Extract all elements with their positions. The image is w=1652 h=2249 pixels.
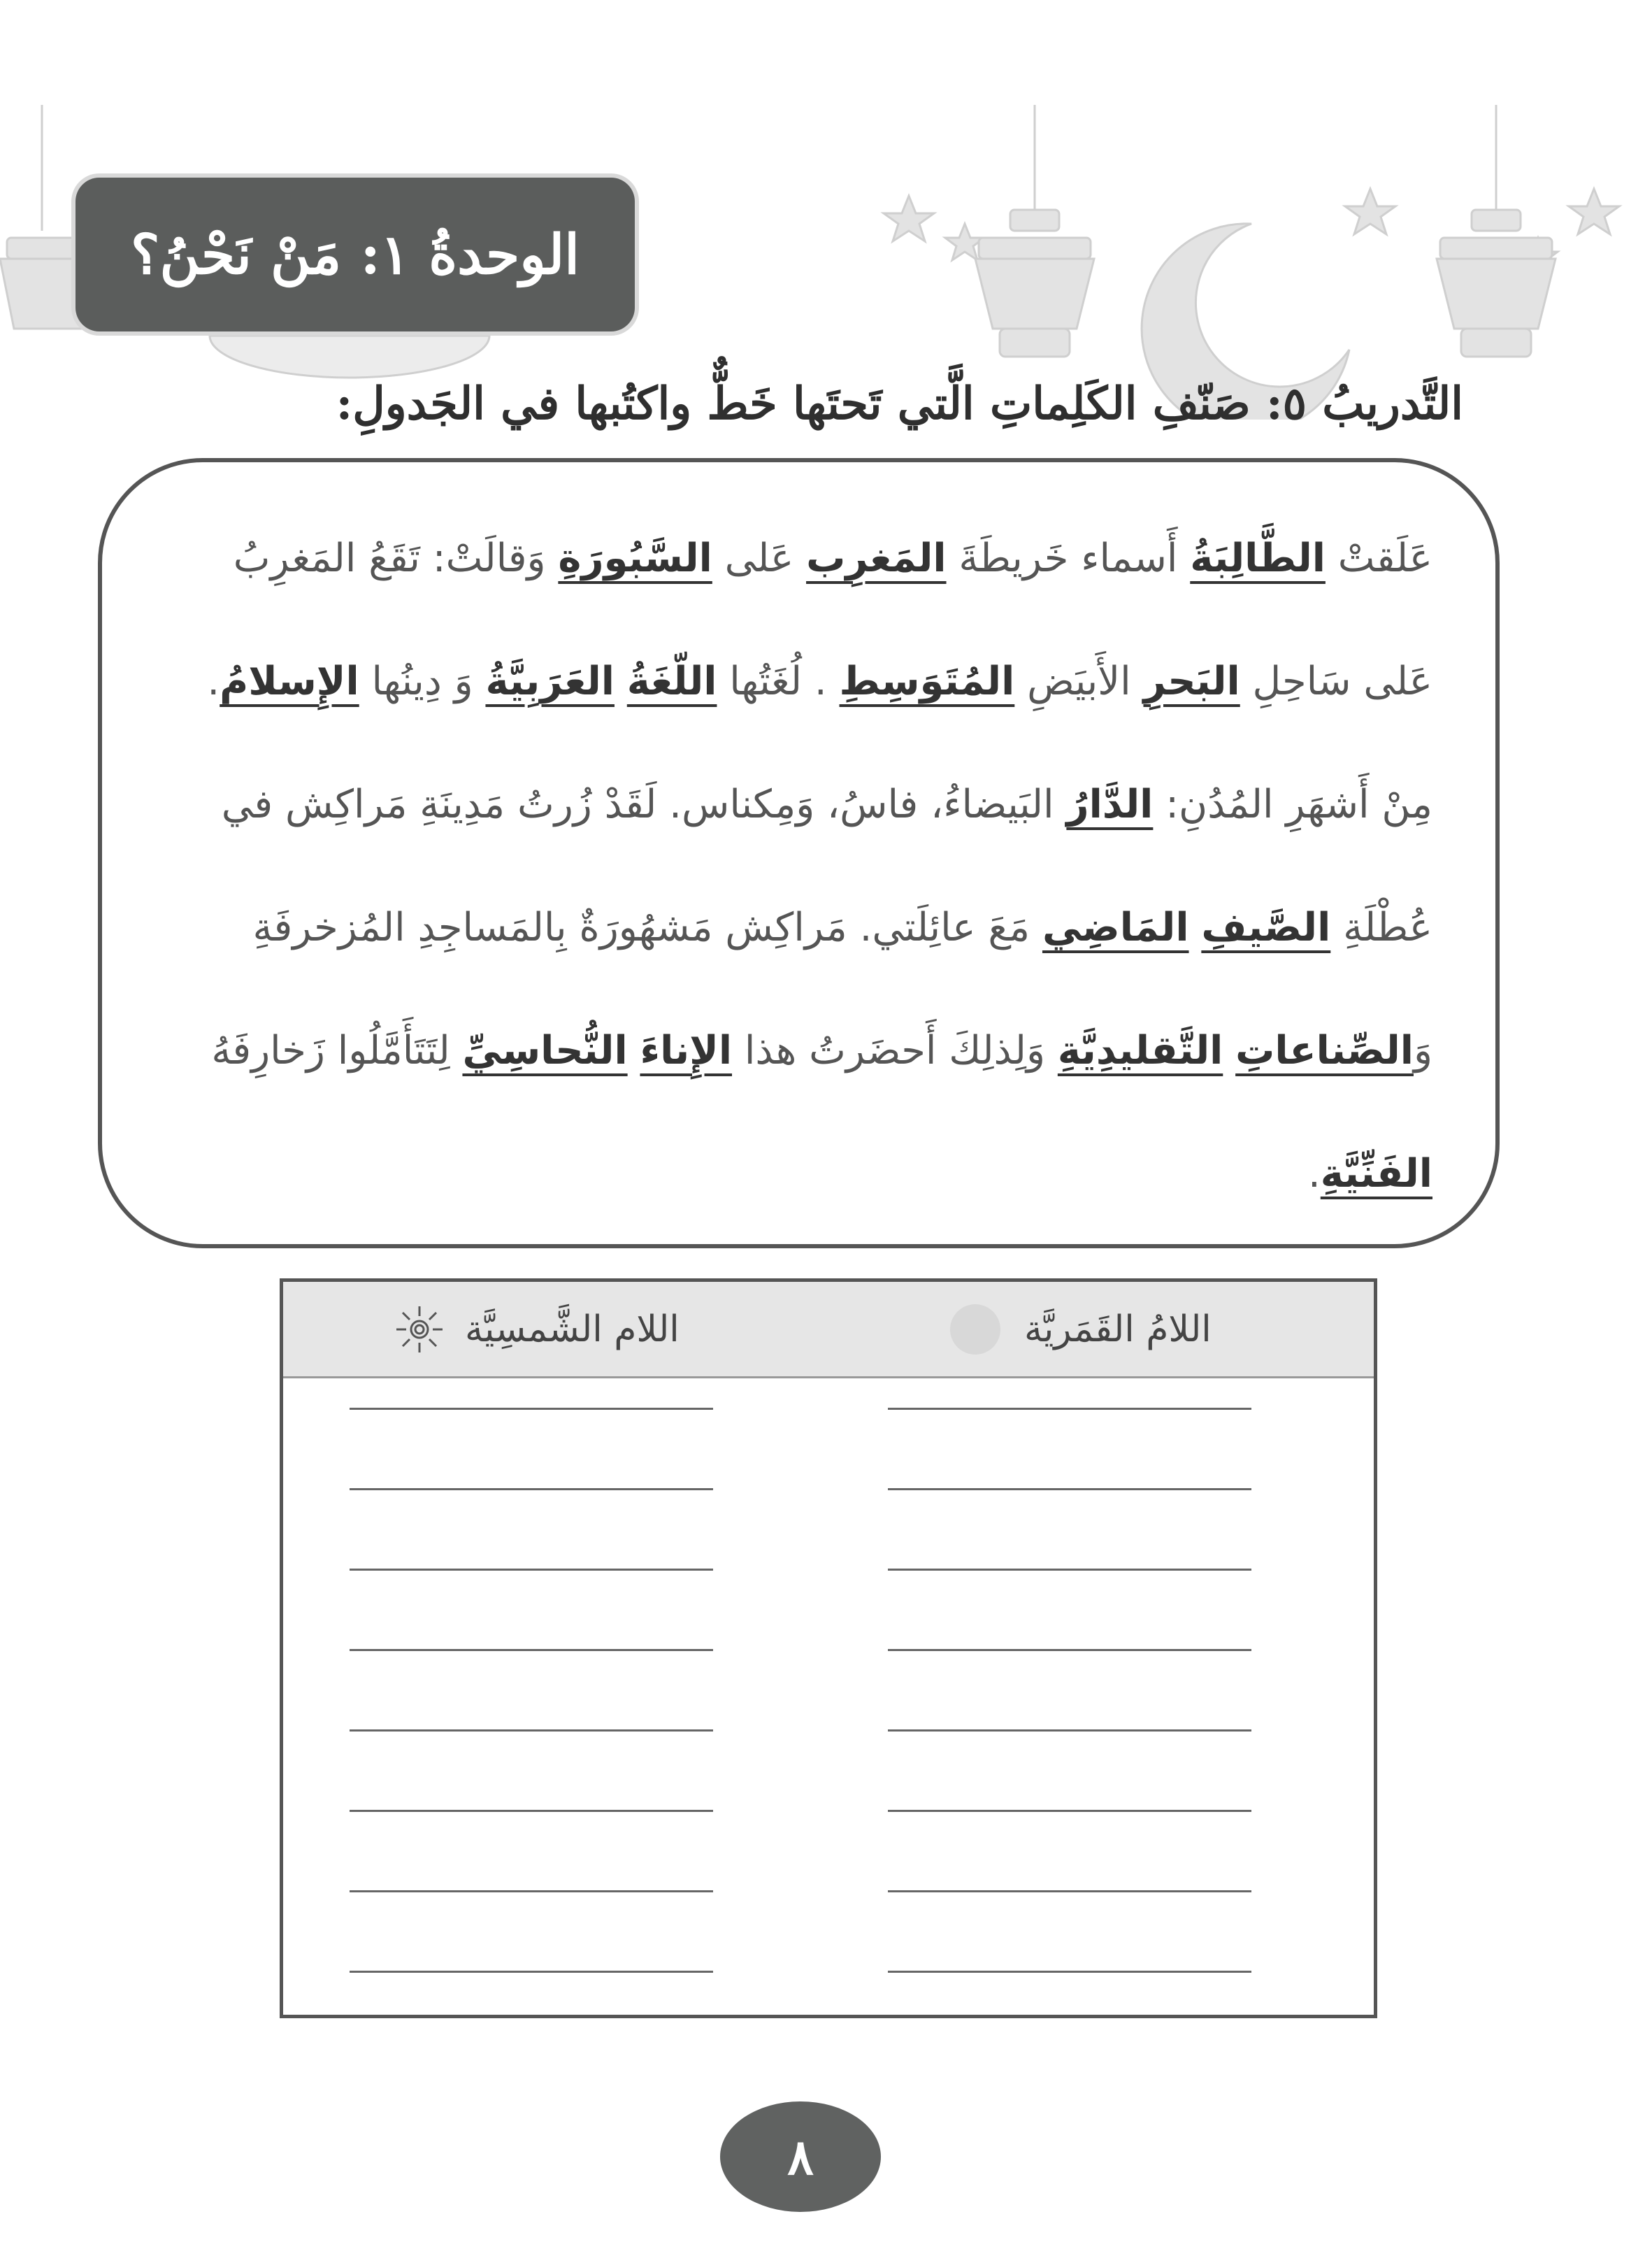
passage-text: عَلى <box>712 536 807 581</box>
solar-answer-line[interactable] <box>350 1569 713 1571</box>
lunar-lam-label: اللامُ القَمَريَّة <box>1024 1308 1212 1350</box>
passage-text: مِنْ أَشهَرِ المُدُنِ: <box>1153 782 1432 827</box>
underlined-word: المَاضِي <box>1042 905 1189 950</box>
lunar-answer-line[interactable] <box>888 1729 1251 1732</box>
underlined-word: البَحرِ <box>1143 659 1240 704</box>
exercise-instruction: التَّدريبُ ٥: صَنّفِ الكَلِماتِ الَّتي تَحتَها خَطٌّ واكتُبها في الجَدولِ: <box>336 378 1463 430</box>
passage-text: أَسماء خَريطَةَ <box>946 536 1191 581</box>
table-header <box>283 1282 1374 1378</box>
lantern-icon <box>1437 105 1556 357</box>
underlined-word: التَّقليدِيَّةِ <box>1057 1028 1223 1073</box>
solar-answer-line[interactable] <box>350 1971 713 1973</box>
classification-table <box>280 1278 1377 2018</box>
passage-line <box>165 1113 1432 1236</box>
crescent-moon-icon <box>947 1301 1003 1357</box>
underlined-word: الصِّناعاتِ <box>1235 1028 1414 1073</box>
passage-text: وَ دِينُها <box>359 659 486 704</box>
underlined-word: الطَّالِبَةُ <box>1190 536 1326 581</box>
sun-icon <box>395 1305 444 1354</box>
underlined-word: العَرَبِيَّةُ <box>485 659 615 704</box>
underlined-word: المَغرِب <box>806 536 947 581</box>
passage-text: لِتَتَأَمَّلُوا زَخارِفَهُ <box>211 1028 463 1073</box>
passage-text: الأَبيَضِ <box>1014 659 1144 704</box>
underlined-word: الدَّارُ <box>1066 782 1154 827</box>
passage-line <box>165 743 1432 866</box>
page-number: ٨ <box>720 2101 881 2212</box>
solar-lam-header <box>395 1282 680 1376</box>
underlined-word: المُتَوَسِطِ <box>839 659 1015 704</box>
passage-text: البَيضاءُ، فاسُ، وَمِكناس. لَقَدْ زُرتُ مَدِينَةِ مَراكِش في <box>221 782 1067 827</box>
star-icon <box>1569 189 1619 234</box>
lunar-lam-header <box>947 1282 1212 1376</box>
underlined-word: السَّبُورَةِ <box>558 536 712 581</box>
solar-answer-line[interactable] <box>350 1729 713 1732</box>
lunar-answer-line[interactable] <box>888 1488 1251 1490</box>
passage-line <box>165 990 1432 1113</box>
underlined-word: النُّحاسِيِّ <box>462 1028 628 1073</box>
passage-line <box>165 866 1432 990</box>
lantern-icon <box>975 105 1094 357</box>
passage-text: وَ <box>1413 1028 1432 1073</box>
passage-text: عُطْلَةِ <box>1330 905 1432 950</box>
unit-title-banner <box>76 178 635 331</box>
passage-text: وَلِذلِكَ أَحضَرتُ هذا <box>732 1028 1058 1073</box>
lunar-answer-line[interactable] <box>888 1810 1251 1812</box>
lunar-answer-line[interactable] <box>888 1408 1251 1410</box>
solar-answer-line[interactable] <box>350 1408 713 1410</box>
underlined-word: الفَنِّيَّةِ <box>1320 1151 1432 1197</box>
lunar-answer-line[interactable] <box>888 1649 1251 1651</box>
solar-answer-line[interactable] <box>350 1488 713 1490</box>
passage-line <box>165 620 1432 743</box>
passage-text: مَعَ عائِلَتي. مَراكِش مَشهُورَةٌ بِالمَساجِدِ المُزخرفَةِ <box>252 905 1042 950</box>
solar-answer-line[interactable] <box>350 1890 713 1892</box>
lunar-answer-line[interactable] <box>888 1890 1251 1892</box>
lunar-answer-line[interactable] <box>888 1569 1251 1571</box>
passage-text: عَلَقتْ <box>1325 536 1432 581</box>
solar-answer-line[interactable] <box>350 1649 713 1651</box>
solar-lam-label: اللام الشَّمسِيَّة <box>465 1308 680 1350</box>
passage-text: وَقالَتْ: تَقَعُ المَغرِبُ <box>233 536 559 581</box>
passage-text: . <box>1307 1151 1321 1197</box>
unit-title: الوحدةُ ١: مَنْ نَحْنُ؟ <box>131 222 580 287</box>
underlined-word: الإِناءَ <box>640 1028 733 1073</box>
lunar-answer-line[interactable] <box>888 1971 1251 1973</box>
passage-text <box>628 1028 640 1073</box>
underlined-word: اللّغَةُ <box>626 659 717 704</box>
reading-passage <box>98 458 1500 1248</box>
passage-text: . <box>207 659 220 704</box>
passage-text <box>1189 905 1202 950</box>
underlined-word: الإِسلامُ <box>220 659 359 704</box>
passage-text: . لُغَتُها <box>717 659 840 704</box>
passage-text <box>615 659 627 704</box>
underlined-word: الصَّيفِ <box>1201 905 1331 950</box>
star-icon <box>884 196 934 241</box>
passage-text: عَلى سَاحِلِ <box>1240 659 1432 704</box>
solar-answer-line[interactable] <box>350 1810 713 1812</box>
star-icon <box>1345 189 1395 234</box>
passage-line <box>165 497 1432 620</box>
passage-text <box>1223 1028 1235 1073</box>
